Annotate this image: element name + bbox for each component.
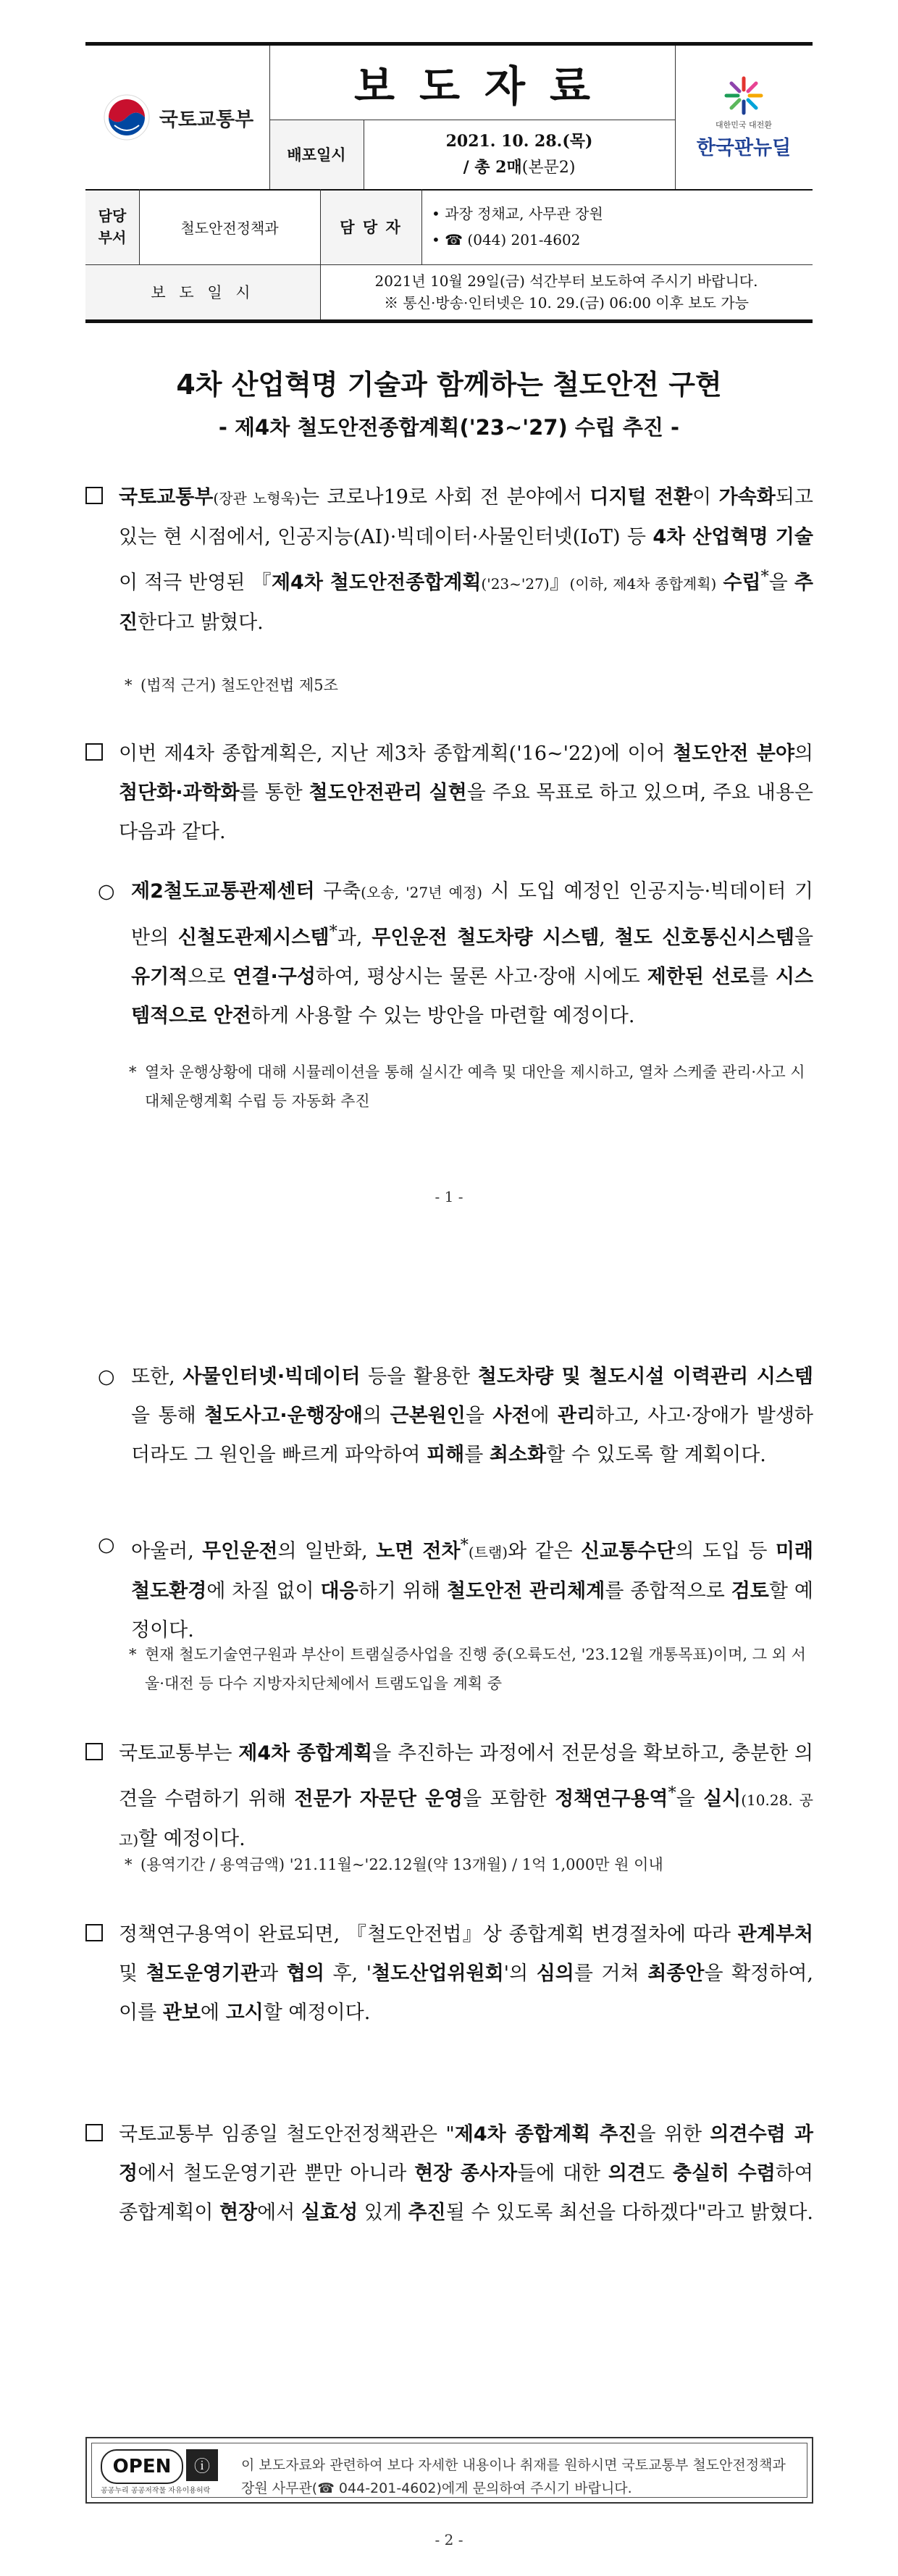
release-label: 보 도 일 시 xyxy=(85,264,320,319)
manager-names: • 과장 정채교, 사무관 장원 xyxy=(432,205,603,222)
release-online-note: ※ 통신·방송·인터넷은 10. 29.(금) 06:00 이후 보도 가능 xyxy=(384,294,749,311)
new-deal-emblem-icon xyxy=(723,75,764,116)
headline: 4차 산업혁명 기술과 함께하는 철도안전 구현 xyxy=(176,369,722,401)
square-bullet-icon xyxy=(85,743,103,761)
distribution-info xyxy=(364,120,675,189)
ministry-logo xyxy=(85,46,269,189)
paragraph-research-service: 국토교통부는 제4차 종합계획을 추진하는 과정에서 전문성을 확보하고, 충분한 의견을 수렴하기 위해 전문가 자문단 운영을 포함한 정책연구용역*을 실시(10.28. 공고)할 예정이다. xyxy=(85,1734,813,1860)
manager-label: 담 당 자 xyxy=(320,189,421,264)
contact-footer-box xyxy=(85,2437,813,2504)
document-title: 보도자료 xyxy=(353,62,616,111)
dept-value: 철도안전정책과 xyxy=(180,219,279,237)
press-release-header xyxy=(85,42,813,323)
release-info xyxy=(320,264,813,319)
subheadline: - 제4차 철도안전종합계획('23~'27) 수립 추진 - xyxy=(218,415,680,440)
dept-label xyxy=(85,189,139,264)
paragraph-iot-history: ○ 또한, 사물인터넷·빅데이터 등을 활용한 철도차량 및 철도시설 이력관리 시스템을 통해 철도사고·운행장애의 근본원인을 사전에 관리하고, 사고·장애가 발생하더라도 그 원인을 빠르게 파악하여 피해를 최소화할 수 있도록 할 계획이다. xyxy=(98,1358,813,1475)
new-deal-name: 한국판뉴딜 xyxy=(696,136,792,159)
attribution-icon: ⓘ xyxy=(186,2449,218,2481)
footnote-service-period: * (용역기간 / 용역금액) '21.11월~'22.12월(약 13개월) / 1억 1,000만 원 이내 xyxy=(125,1856,663,1873)
page-count-note: (본문2) xyxy=(521,158,576,177)
contact-text: 이 보도자료와 관련하여 보다 자세한 내용이나 취재를 원하시면 국토교통부 철도안전정책과 장원 사무관(☎ 044-201-4602)에게 문의하여 주시기 바랍니다. xyxy=(241,2457,786,2496)
circle-bullet-icon: ○ xyxy=(98,880,115,903)
paragraph-finalization: 정책연구용역이 완료되면, 『철도안전법』상 종합계획 변경절차에 따라 관계부처 및 철도운영기관과 협의 후, '철도산업위원회'의 심의를 거쳐 최종안을 확정하여, 이를 관보에 고시할 예정이다. xyxy=(85,1915,813,2033)
manager-info xyxy=(421,189,813,264)
distribution-label: 배포일시 xyxy=(269,120,364,189)
korean-new-deal-logo xyxy=(675,46,813,189)
ministry-name: 국토교통부 xyxy=(159,108,254,131)
open-label: OPEN xyxy=(101,2449,183,2484)
open-caption: 공공누리 xyxy=(101,2487,129,2495)
circle-bullet-icon: ○ xyxy=(98,1534,115,1556)
kogl-open-badge xyxy=(101,2449,231,2497)
square-bullet-icon xyxy=(85,1924,103,1941)
dept-label-text: 담당부서 xyxy=(98,207,127,246)
release-embargo: 2021년 10월 29일(금) 석간부터 보도하여 주시기 바랍니다. xyxy=(374,272,758,290)
paragraph-future-rail: ○ 아울러, 무인운전의 일반화, 노면 전차*(트램)와 같은 신교통수단의 도입 등 미래 철도환경에 차질 없이 대응하기 위해 철도안전 관리체계를 종합적으로 검토할 예정이다. xyxy=(98,1526,813,1650)
circle-bullet-icon: ○ xyxy=(98,1366,115,1388)
page-number-2: - 2 - xyxy=(435,2531,463,2548)
paragraph-control-center: ○ 제2철도교통관제센터 구축(오송, '27년 예정) 시 도입 예정인 인공지능·빅데이터 기반의 신철도관제시스템*과, 무인운전 철도차량 시스템, 철도 신호통신시스템을 유기적으로 연결·구성하여, 평상시는 물론 사고·장애 시에도 제한된 선로를 시스템적으로 안전하게 사용할 수 있는 방안을 마련할 예정이다. xyxy=(98,872,813,1036)
footnote-tram: * 현재 철도기술연구원과 부산이 트램실증사업을 진행 중(오륙도선, '23.12월 개통목표)이며, 그 외 서울·대전 등 다수 지방자치단체에서 트램도입을 계획 중 xyxy=(129,1646,806,1692)
square-bullet-icon xyxy=(85,487,103,504)
new-deal-tagline: 대한민국 대전환 xyxy=(716,120,772,130)
government-emblem-icon xyxy=(101,92,152,143)
distribution-date: 2021. 10. 28.(목) xyxy=(445,131,593,151)
footnote-legal-basis: * (법적 근거) 철도안전법 제5조 xyxy=(125,677,338,694)
square-bullet-icon xyxy=(85,1743,103,1760)
square-bullet-icon xyxy=(85,2124,103,2141)
page-count-total: / 총 2매 xyxy=(463,157,522,177)
open-type: 공공저작물 자유이용허락 xyxy=(130,2487,211,2495)
paragraph-official-quote: 국토교통부 임종일 철도안전정책관은 "제4차 종합계획 추진을 위한 의견수렴 과정에서 철도운영기관 뿐만 아니라 현장 종사자들에 대한 의견도 충실히 수렴하여 종합계획이 현장에서 실효성 있게 추진될 수 있도록 최선을 다하겠다"라고 밝혔다. xyxy=(85,2115,813,2233)
paragraph-plan-goal: 이번 제4차 종합계획은, 지난 제3차 종합계획('16~'22)에 이어 철도안전 분야의 첨단화·과학화를 통한 철도안전관리 실현을 주요 목표로 하고 있으며, 주요 내용은 다음과 같다. xyxy=(85,735,813,852)
page-count xyxy=(463,154,576,181)
paragraph-announcement: 국토교통부(장관 노형욱)는 코로나19로 사회 전 분야에서 디지털 전환이 가속화되고 있는 현 시점에서, 인공지능(AI)·빅데이터·사물인터넷(IoT) 등 4차 산업혁명 기술이 적극 반영된 『제4차 철도안전종합계획('23~'27)』(이하, 제4차 종합계획) 수립*을 추진한다고 밝혔다. xyxy=(85,478,813,643)
footnote-control-system: * 열차 운행상황에 대해 시뮬레이션을 통해 실시간 예측 및 대안을 제시하고, 열차 스케줄 관리·사고 시 대체운행계획 수립 등 자동화 추진 xyxy=(129,1063,805,1110)
page-number-1: - 1 - xyxy=(435,1188,463,1205)
manager-phone: • ☎ (044) 201-4602 xyxy=(432,231,581,248)
